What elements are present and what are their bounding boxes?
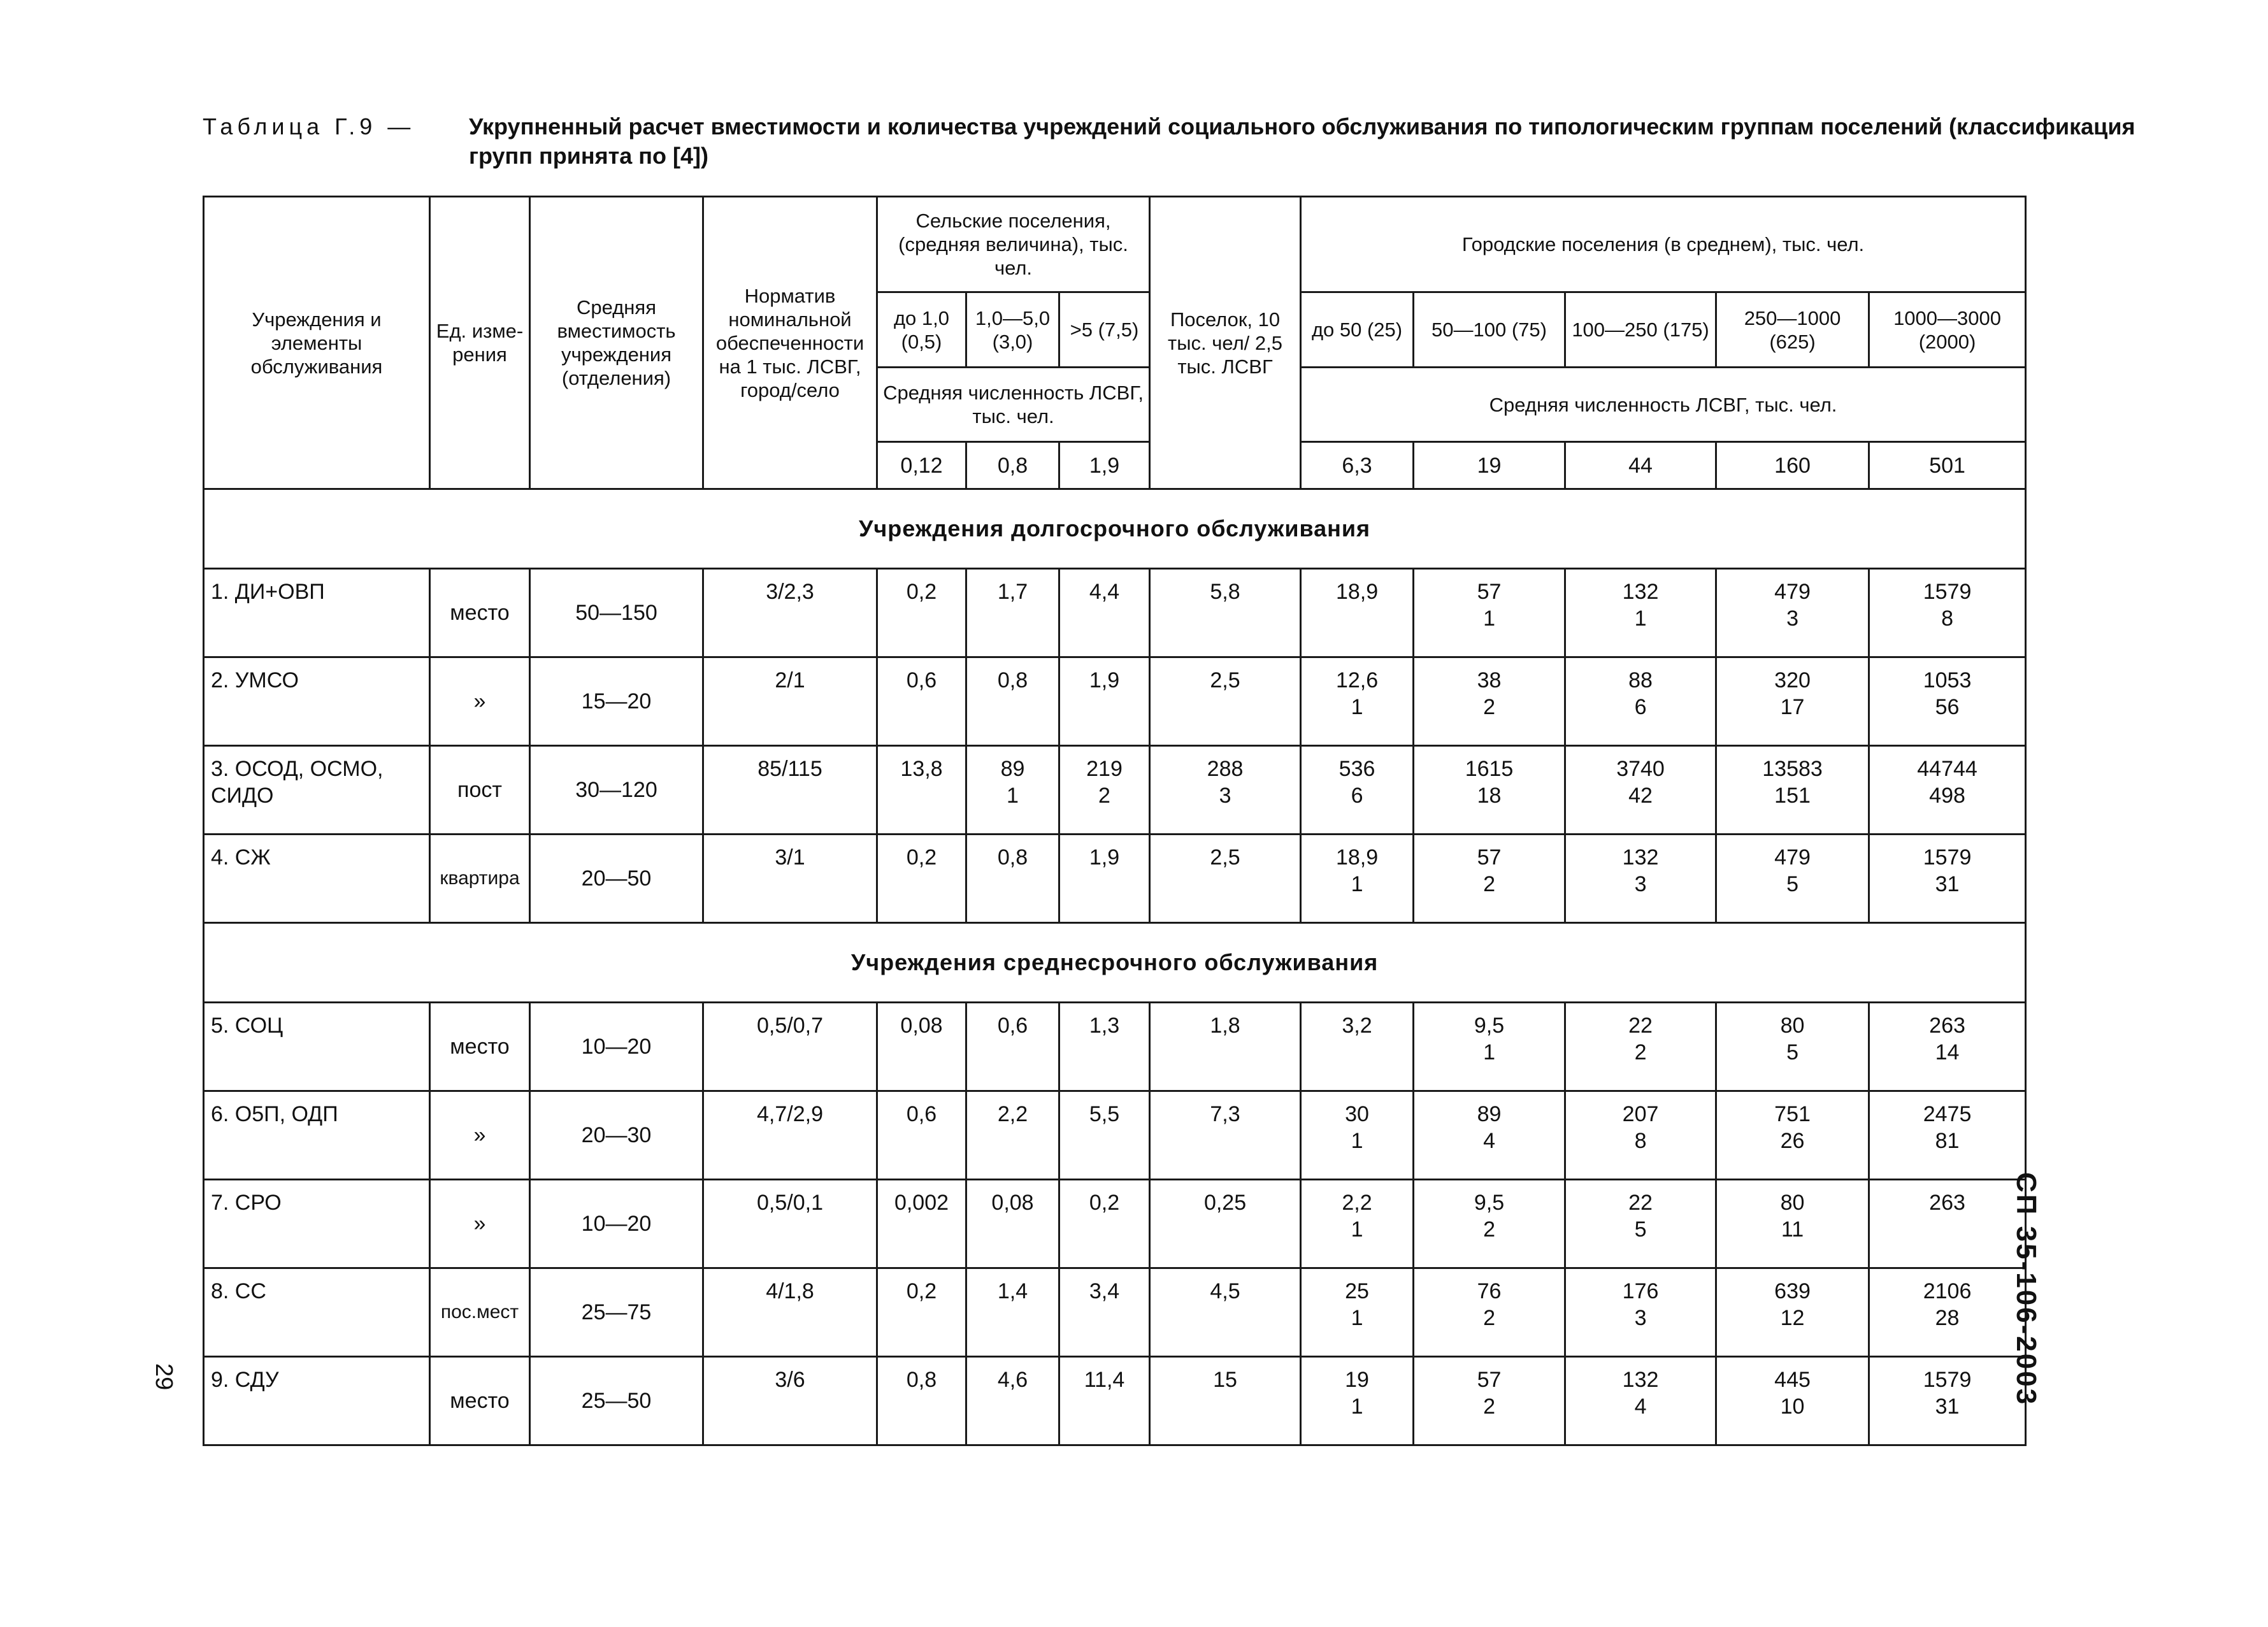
capacity-value: 0,8 bbox=[997, 845, 1028, 870]
count-value: 3 bbox=[1634, 872, 1647, 896]
header-rural-avg-label: Средняя численность ЛСВГ, тыс. чел. bbox=[877, 368, 1150, 442]
count-value: 56 bbox=[1935, 695, 1960, 719]
value-cell bbox=[1869, 1003, 2026, 1091]
header-rural-col: >5 (7,5) bbox=[1059, 292, 1150, 368]
capacity-value: 4,5 bbox=[1210, 1279, 1240, 1303]
count-value: 1 bbox=[1483, 1040, 1495, 1064]
norm-cell: 4,7/2,9 bbox=[703, 1091, 877, 1180]
institution-name: 6. О5П, ОДП bbox=[204, 1091, 430, 1180]
header-urban-avg-value: 19 bbox=[1414, 442, 1565, 489]
table-row bbox=[204, 1003, 2026, 1091]
count-value: 31 bbox=[1935, 1394, 1960, 1419]
header-urban-col: до 50 (25) bbox=[1301, 292, 1414, 368]
capacity-value: 207 bbox=[1622, 1102, 1659, 1126]
count-value: 6 bbox=[1351, 784, 1363, 808]
caption-text: Укрупненный расчет вместимости и количества учреждений социального обслуживания по типологическим группам поселений (классификация групп принята по [4]) bbox=[469, 113, 2135, 169]
value-cell bbox=[1869, 746, 2026, 835]
value-cell bbox=[1414, 1357, 1565, 1445]
value-cell bbox=[1565, 657, 1716, 746]
capacity-value: 1579 bbox=[1923, 845, 1972, 870]
capacity-value: 2106 bbox=[1923, 1279, 1972, 1303]
value-cell bbox=[877, 569, 966, 657]
capacity-value: 1579 bbox=[1923, 580, 1972, 604]
unit-cell: квартира bbox=[430, 835, 530, 923]
value-cell bbox=[1301, 1003, 1414, 1091]
value-cell bbox=[1150, 746, 1301, 835]
capacity-value: 288 bbox=[1207, 757, 1244, 781]
value-cell bbox=[1565, 569, 1716, 657]
institution-name: 3. ОСОД, ОСМО, СИДО bbox=[204, 746, 430, 835]
capacity-value: 1,9 bbox=[1089, 845, 1120, 870]
header-rural-avg-value: 1,9 bbox=[1059, 442, 1150, 489]
capacity-value: 0,2 bbox=[906, 845, 937, 870]
value-cell bbox=[1150, 1003, 1301, 1091]
value-cell bbox=[1716, 569, 1869, 657]
capacity-value: 0,6 bbox=[906, 668, 937, 692]
capacity-value: 13,8 bbox=[900, 757, 943, 781]
capacity-value: 44744 bbox=[1917, 757, 1977, 781]
institution-name: 5. СОЦ bbox=[204, 1003, 430, 1091]
caption-label: Таблица Г.9 — bbox=[203, 113, 415, 140]
value-cell bbox=[966, 1003, 1059, 1091]
header-urban-avg-value: 501 bbox=[1869, 442, 2026, 489]
capacity-value: 88 bbox=[1628, 668, 1653, 692]
capacity-value: 0,2 bbox=[1089, 1191, 1120, 1215]
section-title: Учреждения среднесрочного обслуживания bbox=[204, 923, 2026, 1003]
count-value: 1 bbox=[1483, 606, 1495, 631]
value-cell bbox=[1716, 1003, 1869, 1091]
value-cell bbox=[1716, 1357, 1869, 1445]
value-cell bbox=[1150, 835, 1301, 923]
value-cell bbox=[1565, 1003, 1716, 1091]
capacity-cell: 25—75 bbox=[530, 1268, 703, 1357]
value-cell bbox=[1150, 1091, 1301, 1180]
header-rural-col: 1,0—5,0 (3,0) bbox=[966, 292, 1059, 368]
table-row bbox=[204, 1357, 2026, 1445]
count-value: 1 bbox=[1351, 1306, 1363, 1330]
count-value: 1 bbox=[1634, 606, 1647, 631]
institution-name: 8. СС bbox=[204, 1268, 430, 1357]
capacity-value: 2475 bbox=[1923, 1102, 1972, 1126]
capacity-value: 9,5 bbox=[1474, 1191, 1505, 1215]
capacity-cell: 50—150 bbox=[530, 569, 703, 657]
capacity-value: 445 bbox=[1774, 1368, 1811, 1392]
value-cell bbox=[1301, 1091, 1414, 1180]
capacity-value: 0,8 bbox=[906, 1368, 937, 1392]
capacity-value: 7,3 bbox=[1210, 1102, 1240, 1126]
capacity-value: 22 bbox=[1628, 1014, 1653, 1038]
value-cell bbox=[1716, 1268, 1869, 1357]
capacity-value: 263 bbox=[1929, 1014, 1965, 1038]
count-value: 81 bbox=[1935, 1129, 1960, 1153]
norm-cell: 3/1 bbox=[703, 835, 877, 923]
capacity-cell: 15—20 bbox=[530, 657, 703, 746]
capacity-value: 0,2 bbox=[906, 580, 937, 604]
institution-name: 4. СЖ bbox=[204, 835, 430, 923]
capacity-value: 0,25 bbox=[1203, 1191, 1247, 1215]
header-urban-col: 1000—3000 (2000) bbox=[1869, 292, 2026, 368]
capacity-value: 80 bbox=[1780, 1014, 1805, 1038]
capacity-value: 132 bbox=[1622, 1368, 1659, 1392]
count-value: 28 bbox=[1935, 1306, 1960, 1330]
capacity-value: 3,2 bbox=[1342, 1014, 1372, 1038]
capacity-value: 5,8 bbox=[1210, 580, 1240, 604]
capacity-value: 1579 bbox=[1923, 1368, 1972, 1392]
capacity-cell: 10—20 bbox=[530, 1003, 703, 1091]
count-value: 18 bbox=[1477, 784, 1502, 808]
table-row bbox=[204, 1268, 2026, 1357]
value-cell bbox=[966, 1091, 1059, 1180]
value-cell bbox=[1150, 569, 1301, 657]
count-value: 31 bbox=[1935, 872, 1960, 896]
value-cell bbox=[1301, 835, 1414, 923]
value-cell bbox=[1565, 1180, 1716, 1268]
count-value: 42 bbox=[1628, 784, 1653, 808]
document-code: СП 35-106-2003 bbox=[2011, 1172, 2042, 1407]
capacity-value: 5,5 bbox=[1089, 1102, 1120, 1126]
capacity-value: 0,2 bbox=[906, 1279, 937, 1303]
institution-name: 9. СДУ bbox=[204, 1357, 430, 1445]
value-cell bbox=[1059, 1003, 1150, 1091]
header-urban-col: 100—250 (175) bbox=[1565, 292, 1716, 368]
value-cell bbox=[1565, 835, 1716, 923]
value-cell bbox=[1716, 746, 1869, 835]
header-settlement: Поселок, 10 тыс. чел/ 2,5 тыс. ЛСВГ bbox=[1150, 197, 1301, 489]
value-cell bbox=[1059, 835, 1150, 923]
table-row bbox=[204, 1091, 2026, 1180]
capacity-value: 1,4 bbox=[997, 1279, 1028, 1303]
capacity-value: 4,6 bbox=[997, 1368, 1028, 1392]
capacity-value: 89 bbox=[1000, 757, 1025, 781]
count-value: 26 bbox=[1780, 1129, 1805, 1153]
value-cell bbox=[966, 569, 1059, 657]
value-cell bbox=[1565, 746, 1716, 835]
capacity-value: 263 bbox=[1929, 1191, 1965, 1215]
value-cell bbox=[1059, 1268, 1150, 1357]
header-institutions: Учреждения и элементы обслуживания bbox=[204, 197, 430, 489]
capacity-value: 3,4 bbox=[1089, 1279, 1120, 1303]
value-cell bbox=[1716, 1180, 1869, 1268]
value-cell bbox=[1059, 746, 1150, 835]
capacity-value: 1053 bbox=[1923, 668, 1972, 692]
norm-cell: 3/2,3 bbox=[703, 569, 877, 657]
value-cell bbox=[1869, 1357, 2026, 1445]
capacity-cell: 10—20 bbox=[530, 1180, 703, 1268]
institution-name: 2. УМСО bbox=[204, 657, 430, 746]
capacity-value: 18,9 bbox=[1335, 580, 1379, 604]
table-row bbox=[204, 1180, 2026, 1268]
capacity-value: 219 bbox=[1086, 757, 1123, 781]
value-cell bbox=[1301, 1180, 1414, 1268]
section-row bbox=[204, 489, 2026, 569]
institution-name: 7. СРО bbox=[204, 1180, 430, 1268]
capacity-value: 479 bbox=[1774, 580, 1811, 604]
value-cell bbox=[1150, 1357, 1301, 1445]
count-value: 4 bbox=[1634, 1394, 1647, 1419]
page-number: 29 bbox=[150, 1363, 177, 1391]
capacity-value: 57 bbox=[1477, 580, 1502, 604]
value-cell bbox=[1716, 657, 1869, 746]
capacity-value: 57 bbox=[1477, 845, 1502, 870]
capacity-cell: 20—30 bbox=[530, 1091, 703, 1180]
value-cell bbox=[1414, 746, 1565, 835]
capacity-value: 1615 bbox=[1465, 757, 1514, 781]
unit-cell: » bbox=[430, 1180, 530, 1268]
unit-cell: » bbox=[430, 1091, 530, 1180]
header-urban-col: 250—1000 (625) bbox=[1716, 292, 1869, 368]
capacity-value: 2,5 bbox=[1210, 668, 1240, 692]
capacity-value: 0,6 bbox=[906, 1102, 937, 1126]
value-cell bbox=[1059, 1357, 1150, 1445]
capacity-value: 0,6 bbox=[997, 1014, 1028, 1038]
norm-cell: 0,5/0,1 bbox=[703, 1180, 877, 1268]
capacity-value: 639 bbox=[1774, 1279, 1811, 1303]
value-cell bbox=[1301, 1357, 1414, 1445]
value-cell bbox=[1716, 835, 1869, 923]
count-value: 1 bbox=[1351, 872, 1363, 896]
capacity-cell: 25—50 bbox=[530, 1357, 703, 1445]
capacity-value: 3740 bbox=[1616, 757, 1665, 781]
value-cell bbox=[966, 1268, 1059, 1357]
norm-cell: 2/1 bbox=[703, 657, 877, 746]
norm-cell: 0,5/0,7 bbox=[703, 1003, 877, 1091]
value-cell bbox=[1150, 1180, 1301, 1268]
table-row bbox=[204, 835, 2026, 923]
capacity-value: 19 bbox=[1345, 1368, 1369, 1392]
count-value: 10 bbox=[1780, 1394, 1805, 1419]
capacity-value: 176 bbox=[1622, 1279, 1659, 1303]
header-avg-capacity: Средняя вместимость учреждения (отделения) bbox=[530, 197, 703, 489]
capacity-value: 38 bbox=[1477, 668, 1502, 692]
count-value: 2 bbox=[1098, 784, 1110, 808]
norm-cell: 4/1,8 bbox=[703, 1268, 877, 1357]
value-cell bbox=[1301, 657, 1414, 746]
value-cell bbox=[1869, 835, 2026, 923]
capacity-value: 13583 bbox=[1762, 757, 1823, 781]
count-value: 3 bbox=[1219, 784, 1231, 808]
unit-cell: место bbox=[430, 1357, 530, 1445]
value-cell bbox=[966, 1357, 1059, 1445]
value-cell bbox=[1869, 569, 2026, 657]
value-cell bbox=[1414, 1180, 1565, 1268]
capacity-value: 18,9 bbox=[1335, 845, 1379, 870]
header-rural-avg-value: 0,12 bbox=[877, 442, 966, 489]
count-value: 12 bbox=[1780, 1306, 1805, 1330]
value-cell bbox=[1869, 657, 2026, 746]
header-urban-avg-label: Средняя численность ЛСВГ, тыс. чел. bbox=[1301, 368, 2026, 442]
capacity-value: 0,8 bbox=[997, 668, 1028, 692]
unit-cell: пос.мест bbox=[430, 1268, 530, 1357]
norm-cell: 85/115 bbox=[703, 746, 877, 835]
value-cell bbox=[877, 1003, 966, 1091]
count-value: 3 bbox=[1634, 1306, 1647, 1330]
value-cell bbox=[877, 835, 966, 923]
value-cell bbox=[1150, 657, 1301, 746]
count-value: 1 bbox=[1351, 1394, 1363, 1419]
value-cell bbox=[877, 657, 966, 746]
count-value: 151 bbox=[1774, 784, 1811, 808]
value-cell bbox=[1414, 1003, 1565, 1091]
value-cell bbox=[1301, 746, 1414, 835]
value-cell bbox=[1414, 569, 1565, 657]
value-cell bbox=[1565, 1357, 1716, 1445]
capacity-value: 1,3 bbox=[1089, 1014, 1120, 1038]
capacity-value: 11,4 bbox=[1084, 1368, 1125, 1392]
capacity-cell: 20—50 bbox=[530, 835, 703, 923]
capacity-value: 76 bbox=[1477, 1279, 1502, 1303]
table-body bbox=[204, 197, 2026, 1445]
capacity-value: 1,7 bbox=[997, 580, 1028, 604]
header-rural-group: Сельские поселения, (средняя величина), тыс. чел. bbox=[877, 197, 1150, 292]
value-cell bbox=[1414, 1091, 1565, 1180]
capacity-table bbox=[203, 196, 2027, 1446]
header-urban-avg-value: 44 bbox=[1565, 442, 1716, 489]
count-value: 2 bbox=[1634, 1040, 1647, 1064]
table-row bbox=[204, 657, 2026, 746]
table-row bbox=[204, 569, 2026, 657]
capacity-value: 320 bbox=[1774, 668, 1811, 692]
unit-cell: место bbox=[430, 569, 530, 657]
unit-cell: » bbox=[430, 657, 530, 746]
capacity-value: 0,08 bbox=[991, 1191, 1034, 1215]
count-value: 1 bbox=[1351, 695, 1363, 719]
capacity-value: 89 bbox=[1477, 1102, 1502, 1126]
capacity-value: 15 bbox=[1213, 1368, 1237, 1392]
value-cell bbox=[1301, 1268, 1414, 1357]
norm-cell: 3/6 bbox=[703, 1357, 877, 1445]
capacity-value: 30 bbox=[1345, 1102, 1369, 1126]
count-value: 5 bbox=[1634, 1217, 1647, 1242]
capacity-value: 0,002 bbox=[894, 1191, 949, 1215]
capacity-value: 2,2 bbox=[997, 1102, 1028, 1126]
header-rural-avg-value: 0,8 bbox=[966, 442, 1059, 489]
capacity-value: 22 bbox=[1628, 1191, 1653, 1215]
capacity-value: 479 bbox=[1774, 845, 1811, 870]
value-cell bbox=[966, 1180, 1059, 1268]
count-value: 14 bbox=[1935, 1040, 1960, 1064]
count-value: 8 bbox=[1941, 606, 1953, 631]
value-cell bbox=[1059, 657, 1150, 746]
value-cell bbox=[1869, 1268, 2026, 1357]
count-value: 498 bbox=[1929, 784, 1965, 808]
capacity-value: 25 bbox=[1345, 1279, 1369, 1303]
header-urban-col: 50—100 (75) bbox=[1414, 292, 1565, 368]
value-cell bbox=[966, 746, 1059, 835]
capacity-value: 80 bbox=[1780, 1191, 1805, 1215]
value-cell bbox=[1716, 1091, 1869, 1180]
capacity-value: 1,9 bbox=[1089, 668, 1120, 692]
value-cell bbox=[877, 1357, 966, 1445]
value-cell bbox=[1414, 657, 1565, 746]
value-cell bbox=[877, 1180, 966, 1268]
header-rural-col: до 1,0 (0,5) bbox=[877, 292, 966, 368]
header-unit: Ед. изме-рения bbox=[430, 197, 530, 489]
capacity-value: 0,08 bbox=[900, 1014, 943, 1038]
value-cell bbox=[1869, 1091, 2026, 1180]
value-cell bbox=[966, 835, 1059, 923]
count-value: 1 bbox=[1351, 1217, 1363, 1242]
capacity-value: 2,2 bbox=[1342, 1191, 1372, 1215]
capacity-value: 1,8 bbox=[1210, 1014, 1240, 1038]
value-cell bbox=[1565, 1268, 1716, 1357]
capacity-value: 12,6 bbox=[1335, 668, 1379, 692]
value-cell bbox=[877, 1091, 966, 1180]
value-cell bbox=[966, 657, 1059, 746]
count-value: 2 bbox=[1483, 872, 1495, 896]
capacity-cell: 30—120 bbox=[530, 746, 703, 835]
value-cell bbox=[1059, 569, 1150, 657]
capacity-value: 132 bbox=[1622, 580, 1659, 604]
count-value: 1 bbox=[1007, 784, 1019, 808]
value-cell bbox=[1869, 1180, 2026, 1268]
count-value: 2 bbox=[1483, 1306, 1495, 1330]
value-cell bbox=[1150, 1268, 1301, 1357]
value-cell bbox=[877, 746, 966, 835]
value-cell bbox=[1414, 835, 1565, 923]
section-row bbox=[204, 923, 2026, 1003]
capacity-value: 2,5 bbox=[1210, 845, 1240, 870]
unit-cell: пост bbox=[430, 746, 530, 835]
capacity-value: 751 bbox=[1774, 1102, 1811, 1126]
count-value: 2 bbox=[1483, 1217, 1495, 1242]
capacity-value: 9,5 bbox=[1474, 1014, 1505, 1038]
count-value: 11 bbox=[1781, 1217, 1804, 1242]
unit-cell: место bbox=[430, 1003, 530, 1091]
value-cell bbox=[1059, 1180, 1150, 1268]
value-cell bbox=[1565, 1091, 1716, 1180]
count-value: 2 bbox=[1483, 695, 1495, 719]
header-urban-avg-value: 160 bbox=[1716, 442, 1869, 489]
count-value: 17 bbox=[1780, 695, 1805, 719]
count-value: 3 bbox=[1786, 606, 1798, 631]
header-norm: Норматив номинальной обеспеченности на 1 тыс. ЛСВГ, город/село bbox=[703, 197, 877, 489]
value-cell bbox=[1414, 1268, 1565, 1357]
count-value: 5 bbox=[1786, 1040, 1798, 1064]
count-value: 4 bbox=[1483, 1129, 1495, 1153]
count-value: 6 bbox=[1634, 695, 1647, 719]
header-urban-avg-value: 6,3 bbox=[1301, 442, 1414, 489]
value-cell bbox=[877, 1268, 966, 1357]
count-value: 8 bbox=[1634, 1129, 1647, 1153]
value-cell bbox=[1059, 1091, 1150, 1180]
count-value: 1 bbox=[1351, 1129, 1363, 1153]
section-title: Учреждения долгосрочного обслуживания bbox=[204, 489, 2026, 569]
header-urban-group: Городские поселения (в среднем), тыс. чел. bbox=[1301, 197, 2026, 292]
value-cell bbox=[1301, 569, 1414, 657]
capacity-value: 57 bbox=[1477, 1368, 1502, 1392]
count-value: 2 bbox=[1483, 1394, 1495, 1419]
table-row bbox=[204, 746, 2026, 835]
capacity-value: 536 bbox=[1339, 757, 1375, 781]
capacity-value: 4,4 bbox=[1089, 580, 1120, 604]
count-value: 5 bbox=[1786, 872, 1798, 896]
capacity-value: 132 bbox=[1622, 845, 1659, 870]
institution-name: 1. ДИ+ОВП bbox=[204, 569, 430, 657]
